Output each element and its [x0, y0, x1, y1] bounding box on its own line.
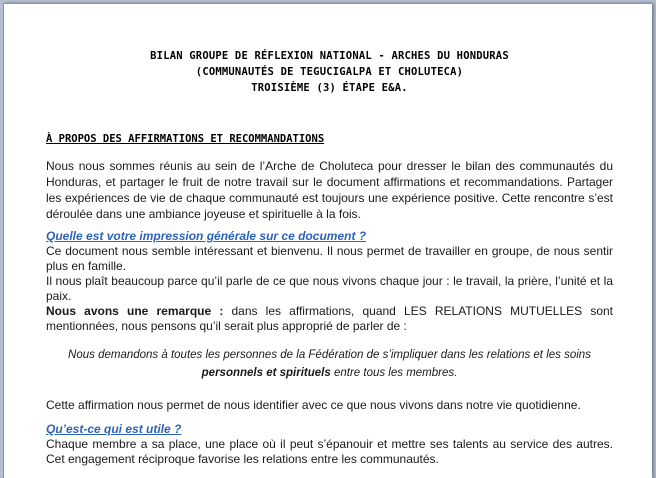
quote-part-2: entre tous les membres. — [330, 367, 458, 379]
document-page — [3, 3, 652, 478]
intro-paragraph: Nous nous sommes réunis au sein de l’Arche de Choluteca pour dresser le bilan des communautés du Honduras, et partager le fruit de notre travail sur le document affirmations et recommandations. Partager les expériences de vie de chaque communauté est toujours une expérience positive. Cette rencontre s’est déroulée dans une ambiance joyeuse et spirituelle à la fois. — [46, 159, 613, 221]
question-1-line-2: Il nous plaît beaucoup parce qu’il parle de ce que nous vivons chaque jour : le travail, la prière, l’unité et la paix. — [46, 274, 613, 303]
header-line-2: (COMMUNAUTÉS DE TEGUCIGALPA ET CHOLUTECA) — [195, 66, 464, 78]
question-2-line-1: Chaque membre a sa place, une place où il peut s’épanouir et mettre ses talents au service des autres. Cet engagement réciproque favorise les relations entre les communautés. — [46, 437, 613, 466]
question-1-title: Quelle est votre impression générale sur ce document ? — [46, 229, 367, 243]
quote-part-1: Nous demandons à toutes les personnes de la Fédération de s’impliquer dans les relations et les soins — [68, 349, 591, 361]
document-content — [46, 48, 613, 467]
header-line-1: BILAN GROUPE DE RÉFLEXION NATIONAL - ARCHES DU HONDURAS — [150, 50, 509, 62]
after-quote-paragraph: Cette affirmation nous permet de nous identifier avec ce que nous vivons dans notre vie quotidienne. — [46, 398, 581, 412]
section-title: À PROPOS DES AFFIRMATIONS ET RECOMMANDATIONS — [46, 133, 325, 145]
quote-block — [46, 346, 613, 382]
document-header — [46, 48, 613, 96]
question-2-title: Qu’est-ce qui est utile ? — [46, 422, 182, 436]
remark-text: dans les affirmations, quand LES RELATIONS MUTUELLES sont mentionnées, nous pensons qu’il serait plus approprié de parler de : — [46, 304, 613, 333]
remark-label: Nous avons une remarque : — [46, 304, 224, 318]
quote-bold: personnels et spirituels — [201, 367, 331, 379]
header-line-3: TROISIÈME (3) ÉTAPE E&A. — [251, 82, 408, 94]
question-1-line-1: Ce document nous semble intéressant et bienvenu. Il nous permet de travailler en groupe, de nous sentir plus en famille. — [46, 244, 613, 273]
question-1-remark — [46, 304, 613, 334]
